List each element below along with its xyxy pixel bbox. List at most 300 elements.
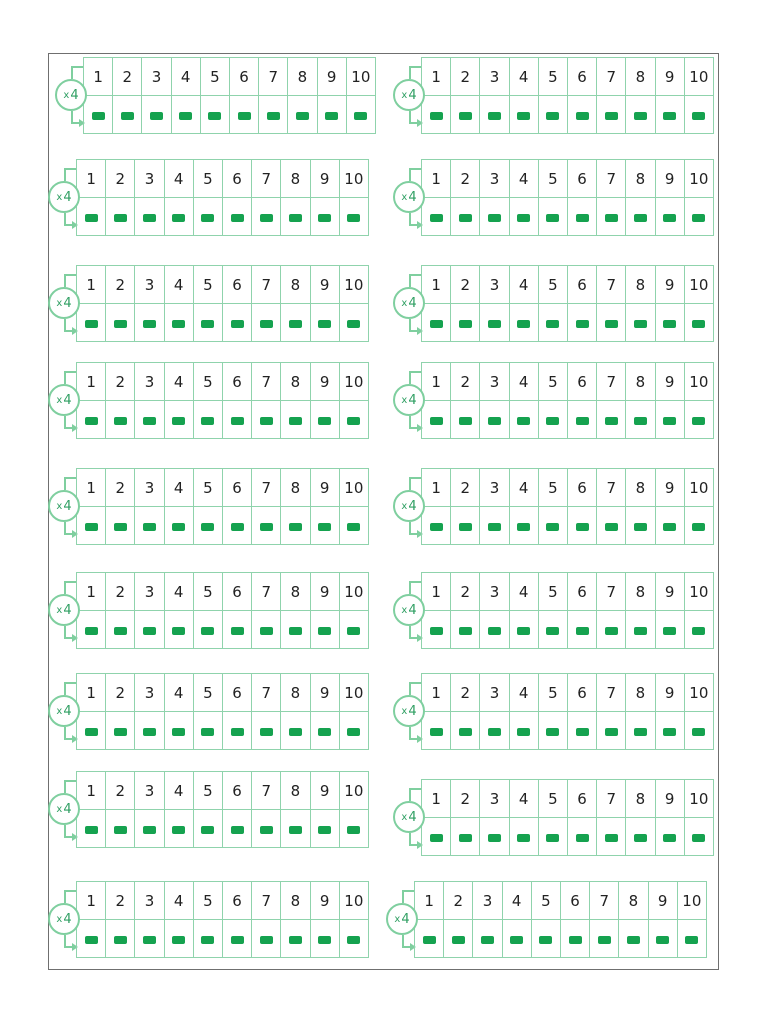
answer-cell[interactable] bbox=[415, 920, 444, 958]
answer-cell[interactable] bbox=[164, 198, 193, 236]
answer-cell[interactable] bbox=[451, 712, 480, 750]
answer-cell[interactable] bbox=[422, 401, 451, 439]
answer-cell[interactable] bbox=[480, 304, 509, 342]
answer-blank[interactable] bbox=[663, 834, 676, 842]
answer-blank[interactable] bbox=[576, 627, 589, 635]
answer-blank[interactable] bbox=[605, 320, 618, 328]
answer-blank[interactable] bbox=[231, 417, 244, 425]
answer-blank[interactable] bbox=[546, 627, 559, 635]
answer-blank[interactable] bbox=[347, 936, 360, 944]
answer-blank[interactable] bbox=[459, 523, 472, 531]
answer-blank[interactable] bbox=[430, 320, 443, 328]
answer-blank[interactable] bbox=[231, 214, 244, 222]
answer-blank[interactable] bbox=[201, 214, 214, 222]
answer-cell[interactable] bbox=[281, 198, 310, 236]
answer-blank[interactable] bbox=[634, 627, 647, 635]
answer-cell[interactable] bbox=[77, 920, 106, 958]
answer-blank[interactable] bbox=[231, 320, 244, 328]
answer-blank[interactable] bbox=[143, 320, 156, 328]
answer-cell[interactable] bbox=[480, 507, 509, 545]
answer-blank[interactable] bbox=[488, 728, 501, 736]
answer-blank[interactable] bbox=[576, 728, 589, 736]
answer-blank[interactable] bbox=[488, 320, 501, 328]
answer-cell[interactable] bbox=[310, 507, 339, 545]
answer-blank[interactable] bbox=[459, 112, 472, 120]
answer-blank[interactable] bbox=[576, 320, 589, 328]
answer-blank[interactable] bbox=[318, 936, 331, 944]
answer-blank[interactable] bbox=[201, 728, 214, 736]
answer-blank[interactable] bbox=[692, 627, 705, 635]
answer-cell[interactable] bbox=[509, 401, 538, 439]
answer-blank[interactable] bbox=[634, 417, 647, 425]
answer-cell[interactable] bbox=[252, 401, 281, 439]
answer-cell[interactable] bbox=[193, 712, 222, 750]
answer-cell[interactable] bbox=[626, 507, 655, 545]
answer-cell[interactable] bbox=[567, 96, 596, 134]
answer-cell[interactable] bbox=[451, 818, 480, 856]
answer-cell[interactable] bbox=[684, 96, 713, 134]
answer-cell[interactable] bbox=[310, 304, 339, 342]
answer-cell[interactable] bbox=[281, 611, 310, 649]
answer-cell[interactable] bbox=[626, 712, 655, 750]
answer-blank[interactable] bbox=[605, 417, 618, 425]
answer-blank[interactable] bbox=[488, 112, 501, 120]
answer-blank[interactable] bbox=[430, 523, 443, 531]
answer-blank[interactable] bbox=[627, 936, 640, 944]
answer-blank[interactable] bbox=[114, 523, 127, 531]
answer-cell[interactable] bbox=[684, 304, 713, 342]
answer-cell[interactable] bbox=[509, 712, 538, 750]
answer-blank[interactable] bbox=[576, 112, 589, 120]
answer-blank[interactable] bbox=[231, 826, 244, 834]
answer-blank[interactable] bbox=[517, 627, 530, 635]
answer-blank[interactable] bbox=[423, 936, 436, 944]
answer-cell[interactable] bbox=[655, 401, 684, 439]
answer-cell[interactable] bbox=[77, 712, 106, 750]
answer-cell[interactable] bbox=[106, 401, 135, 439]
answer-cell[interactable] bbox=[193, 920, 222, 958]
answer-blank[interactable] bbox=[605, 834, 618, 842]
answer-cell[interactable] bbox=[164, 611, 193, 649]
answer-blank[interactable] bbox=[459, 320, 472, 328]
answer-cell[interactable] bbox=[164, 507, 193, 545]
answer-blank[interactable] bbox=[347, 214, 360, 222]
answer-blank[interactable] bbox=[685, 936, 698, 944]
answer-blank[interactable] bbox=[201, 523, 214, 531]
answer-cell[interactable] bbox=[597, 507, 626, 545]
answer-cell[interactable] bbox=[509, 96, 538, 134]
answer-blank[interactable] bbox=[114, 627, 127, 635]
answer-cell[interactable] bbox=[480, 198, 509, 236]
answer-cell[interactable] bbox=[655, 96, 684, 134]
answer-cell[interactable] bbox=[135, 611, 164, 649]
answer-blank[interactable] bbox=[663, 627, 676, 635]
answer-cell[interactable] bbox=[590, 920, 619, 958]
answer-blank[interactable] bbox=[459, 214, 472, 222]
answer-blank[interactable] bbox=[481, 936, 494, 944]
answer-cell[interactable] bbox=[422, 611, 451, 649]
answer-cell[interactable] bbox=[451, 198, 480, 236]
answer-cell[interactable] bbox=[626, 198, 655, 236]
answer-blank[interactable] bbox=[430, 417, 443, 425]
answer-cell[interactable] bbox=[164, 712, 193, 750]
answer-cell[interactable] bbox=[106, 304, 135, 342]
answer-blank[interactable] bbox=[208, 112, 221, 120]
answer-cell[interactable] bbox=[106, 810, 135, 848]
answer-blank[interactable] bbox=[347, 627, 360, 635]
answer-blank[interactable] bbox=[605, 728, 618, 736]
answer-blank[interactable] bbox=[576, 834, 589, 842]
answer-cell[interactable] bbox=[193, 810, 222, 848]
answer-cell[interactable] bbox=[222, 611, 251, 649]
answer-blank[interactable] bbox=[354, 112, 367, 120]
answer-cell[interactable] bbox=[451, 96, 480, 134]
answer-cell[interactable] bbox=[310, 198, 339, 236]
answer-blank[interactable] bbox=[143, 417, 156, 425]
answer-cell[interactable] bbox=[538, 818, 567, 856]
answer-cell[interactable] bbox=[677, 920, 706, 958]
answer-cell[interactable] bbox=[135, 810, 164, 848]
answer-cell[interactable] bbox=[229, 96, 258, 134]
answer-blank[interactable] bbox=[634, 728, 647, 736]
answer-cell[interactable] bbox=[509, 507, 538, 545]
answer-cell[interactable] bbox=[538, 611, 567, 649]
answer-blank[interactable] bbox=[201, 936, 214, 944]
answer-cell[interactable] bbox=[567, 401, 596, 439]
answer-blank[interactable] bbox=[692, 417, 705, 425]
answer-cell[interactable] bbox=[77, 198, 106, 236]
answer-cell[interactable] bbox=[655, 712, 684, 750]
answer-cell[interactable] bbox=[567, 712, 596, 750]
answer-blank[interactable] bbox=[143, 936, 156, 944]
answer-blank[interactable] bbox=[260, 417, 273, 425]
answer-blank[interactable] bbox=[201, 320, 214, 328]
answer-cell[interactable] bbox=[142, 96, 171, 134]
answer-blank[interactable] bbox=[517, 728, 530, 736]
answer-blank[interactable] bbox=[260, 214, 273, 222]
answer-blank[interactable] bbox=[546, 834, 559, 842]
answer-cell[interactable] bbox=[281, 712, 310, 750]
answer-blank[interactable] bbox=[231, 728, 244, 736]
answer-cell[interactable] bbox=[502, 920, 531, 958]
answer-blank[interactable] bbox=[114, 728, 127, 736]
answer-cell[interactable] bbox=[222, 507, 251, 545]
answer-cell[interactable] bbox=[538, 304, 567, 342]
answer-blank[interactable] bbox=[85, 627, 98, 635]
answer-blank[interactable] bbox=[430, 112, 443, 120]
answer-cell[interactable] bbox=[684, 401, 713, 439]
answer-blank[interactable] bbox=[231, 936, 244, 944]
answer-cell[interactable] bbox=[339, 611, 368, 649]
answer-cell[interactable] bbox=[597, 304, 626, 342]
answer-blank[interactable] bbox=[325, 112, 338, 120]
answer-cell[interactable] bbox=[281, 507, 310, 545]
answer-cell[interactable] bbox=[84, 96, 113, 134]
answer-cell[interactable] bbox=[193, 304, 222, 342]
answer-cell[interactable] bbox=[422, 304, 451, 342]
answer-cell[interactable] bbox=[480, 611, 509, 649]
answer-cell[interactable] bbox=[339, 810, 368, 848]
answer-blank[interactable] bbox=[539, 936, 552, 944]
answer-cell[interactable] bbox=[252, 198, 281, 236]
answer-blank[interactable] bbox=[114, 214, 127, 222]
answer-cell[interactable] bbox=[106, 611, 135, 649]
answer-blank[interactable] bbox=[318, 320, 331, 328]
answer-cell[interactable] bbox=[567, 611, 596, 649]
answer-cell[interactable] bbox=[222, 810, 251, 848]
answer-cell[interactable] bbox=[135, 304, 164, 342]
answer-blank[interactable] bbox=[121, 112, 134, 120]
answer-blank[interactable] bbox=[114, 826, 127, 834]
answer-blank[interactable] bbox=[488, 627, 501, 635]
answer-cell[interactable] bbox=[509, 611, 538, 649]
answer-blank[interactable] bbox=[267, 112, 280, 120]
answer-blank[interactable] bbox=[289, 523, 302, 531]
answer-blank[interactable] bbox=[172, 417, 185, 425]
answer-blank[interactable] bbox=[663, 523, 676, 531]
answer-cell[interactable] bbox=[538, 507, 567, 545]
answer-blank[interactable] bbox=[172, 627, 185, 635]
answer-cell[interactable] bbox=[451, 304, 480, 342]
answer-cell[interactable] bbox=[422, 507, 451, 545]
answer-blank[interactable] bbox=[318, 728, 331, 736]
answer-blank[interactable] bbox=[289, 417, 302, 425]
answer-blank[interactable] bbox=[172, 523, 185, 531]
answer-cell[interactable] bbox=[451, 401, 480, 439]
answer-blank[interactable] bbox=[576, 523, 589, 531]
answer-cell[interactable] bbox=[422, 712, 451, 750]
answer-blank[interactable] bbox=[201, 627, 214, 635]
answer-cell[interactable] bbox=[106, 712, 135, 750]
answer-cell[interactable] bbox=[626, 304, 655, 342]
answer-blank[interactable] bbox=[231, 627, 244, 635]
answer-cell[interactable] bbox=[655, 818, 684, 856]
answer-blank[interactable] bbox=[289, 627, 302, 635]
answer-cell[interactable] bbox=[113, 96, 142, 134]
answer-blank[interactable] bbox=[517, 214, 530, 222]
answer-cell[interactable] bbox=[597, 611, 626, 649]
answer-blank[interactable] bbox=[114, 936, 127, 944]
answer-cell[interactable] bbox=[222, 198, 251, 236]
answer-cell[interactable] bbox=[619, 920, 648, 958]
answer-cell[interactable] bbox=[626, 96, 655, 134]
answer-cell[interactable] bbox=[252, 611, 281, 649]
answer-blank[interactable] bbox=[692, 214, 705, 222]
answer-blank[interactable] bbox=[605, 523, 618, 531]
answer-blank[interactable] bbox=[634, 320, 647, 328]
answer-cell[interactable] bbox=[193, 611, 222, 649]
answer-cell[interactable] bbox=[339, 507, 368, 545]
answer-cell[interactable] bbox=[310, 712, 339, 750]
answer-cell[interactable] bbox=[597, 401, 626, 439]
answer-cell[interactable] bbox=[339, 198, 368, 236]
answer-cell[interactable] bbox=[252, 810, 281, 848]
answer-cell[interactable] bbox=[451, 507, 480, 545]
answer-cell[interactable] bbox=[252, 712, 281, 750]
answer-cell[interactable] bbox=[480, 818, 509, 856]
answer-cell[interactable] bbox=[310, 810, 339, 848]
answer-blank[interactable] bbox=[318, 417, 331, 425]
answer-blank[interactable] bbox=[430, 627, 443, 635]
answer-blank[interactable] bbox=[634, 834, 647, 842]
answer-cell[interactable] bbox=[509, 304, 538, 342]
answer-cell[interactable] bbox=[193, 401, 222, 439]
answer-blank[interactable] bbox=[260, 320, 273, 328]
answer-blank[interactable] bbox=[289, 936, 302, 944]
answer-cell[interactable] bbox=[171, 96, 200, 134]
answer-blank[interactable] bbox=[172, 826, 185, 834]
answer-cell[interactable] bbox=[77, 507, 106, 545]
answer-blank[interactable] bbox=[663, 728, 676, 736]
answer-blank[interactable] bbox=[576, 214, 589, 222]
answer-cell[interactable] bbox=[339, 401, 368, 439]
answer-blank[interactable] bbox=[289, 728, 302, 736]
answer-blank[interactable] bbox=[517, 112, 530, 120]
answer-blank[interactable] bbox=[459, 834, 472, 842]
answer-cell[interactable] bbox=[106, 198, 135, 236]
answer-blank[interactable] bbox=[172, 936, 185, 944]
answer-cell[interactable] bbox=[480, 712, 509, 750]
answer-blank[interactable] bbox=[546, 320, 559, 328]
answer-blank[interactable] bbox=[546, 523, 559, 531]
answer-blank[interactable] bbox=[172, 320, 185, 328]
answer-cell[interactable] bbox=[509, 818, 538, 856]
answer-blank[interactable] bbox=[347, 320, 360, 328]
answer-cell[interactable] bbox=[422, 198, 451, 236]
answer-cell[interactable] bbox=[200, 96, 229, 134]
answer-blank[interactable] bbox=[179, 112, 192, 120]
answer-cell[interactable] bbox=[473, 920, 502, 958]
answer-cell[interactable] bbox=[135, 401, 164, 439]
answer-blank[interactable] bbox=[692, 834, 705, 842]
answer-cell[interactable] bbox=[597, 818, 626, 856]
answer-blank[interactable] bbox=[692, 112, 705, 120]
answer-cell[interactable] bbox=[222, 304, 251, 342]
answer-blank[interactable] bbox=[114, 417, 127, 425]
answer-blank[interactable] bbox=[318, 826, 331, 834]
answer-cell[interactable] bbox=[259, 96, 288, 134]
answer-blank[interactable] bbox=[85, 320, 98, 328]
answer-blank[interactable] bbox=[143, 627, 156, 635]
answer-blank[interactable] bbox=[569, 936, 582, 944]
answer-cell[interactable] bbox=[252, 304, 281, 342]
answer-cell[interactable] bbox=[538, 712, 567, 750]
answer-blank[interactable] bbox=[517, 417, 530, 425]
answer-cell[interactable] bbox=[567, 304, 596, 342]
answer-blank[interactable] bbox=[692, 523, 705, 531]
answer-blank[interactable] bbox=[488, 523, 501, 531]
answer-cell[interactable] bbox=[626, 401, 655, 439]
answer-cell[interactable] bbox=[597, 96, 626, 134]
answer-cell[interactable] bbox=[597, 712, 626, 750]
answer-blank[interactable] bbox=[85, 523, 98, 531]
answer-blank[interactable] bbox=[459, 417, 472, 425]
answer-blank[interactable] bbox=[430, 214, 443, 222]
answer-cell[interactable] bbox=[538, 401, 567, 439]
answer-blank[interactable] bbox=[634, 523, 647, 531]
answer-blank[interactable] bbox=[347, 417, 360, 425]
answer-blank[interactable] bbox=[663, 320, 676, 328]
answer-blank[interactable] bbox=[172, 728, 185, 736]
answer-cell[interactable] bbox=[77, 304, 106, 342]
answer-blank[interactable] bbox=[517, 320, 530, 328]
answer-blank[interactable] bbox=[488, 834, 501, 842]
answer-cell[interactable] bbox=[252, 920, 281, 958]
answer-cell[interactable] bbox=[135, 712, 164, 750]
answer-blank[interactable] bbox=[289, 214, 302, 222]
answer-blank[interactable] bbox=[546, 728, 559, 736]
answer-cell[interactable] bbox=[655, 507, 684, 545]
answer-cell[interactable] bbox=[538, 198, 567, 236]
answer-blank[interactable] bbox=[318, 523, 331, 531]
answer-cell[interactable] bbox=[655, 304, 684, 342]
answer-cell[interactable] bbox=[193, 198, 222, 236]
answer-blank[interactable] bbox=[546, 214, 559, 222]
answer-cell[interactable] bbox=[310, 611, 339, 649]
answer-blank[interactable] bbox=[318, 214, 331, 222]
answer-blank[interactable] bbox=[459, 627, 472, 635]
answer-cell[interactable] bbox=[135, 198, 164, 236]
answer-blank[interactable] bbox=[260, 728, 273, 736]
answer-cell[interactable] bbox=[164, 401, 193, 439]
answer-blank[interactable] bbox=[605, 214, 618, 222]
answer-blank[interactable] bbox=[605, 627, 618, 635]
answer-cell[interactable] bbox=[626, 611, 655, 649]
answer-blank[interactable] bbox=[92, 112, 105, 120]
answer-cell[interactable] bbox=[451, 611, 480, 649]
answer-blank[interactable] bbox=[85, 214, 98, 222]
answer-blank[interactable] bbox=[430, 728, 443, 736]
answer-blank[interactable] bbox=[663, 112, 676, 120]
answer-blank[interactable] bbox=[488, 417, 501, 425]
answer-blank[interactable] bbox=[318, 627, 331, 635]
answer-cell[interactable] bbox=[560, 920, 589, 958]
answer-blank[interactable] bbox=[150, 112, 163, 120]
answer-cell[interactable] bbox=[106, 920, 135, 958]
answer-blank[interactable] bbox=[296, 112, 309, 120]
answer-cell[interactable] bbox=[193, 507, 222, 545]
answer-cell[interactable] bbox=[164, 810, 193, 848]
answer-cell[interactable] bbox=[164, 304, 193, 342]
answer-blank[interactable] bbox=[656, 936, 669, 944]
answer-blank[interactable] bbox=[692, 320, 705, 328]
answer-blank[interactable] bbox=[598, 936, 611, 944]
answer-blank[interactable] bbox=[546, 417, 559, 425]
answer-cell[interactable] bbox=[648, 920, 677, 958]
answer-cell[interactable] bbox=[538, 96, 567, 134]
answer-blank[interactable] bbox=[488, 214, 501, 222]
answer-blank[interactable] bbox=[347, 728, 360, 736]
answer-cell[interactable] bbox=[346, 96, 375, 134]
answer-blank[interactable] bbox=[663, 417, 676, 425]
answer-blank[interactable] bbox=[517, 834, 530, 842]
answer-blank[interactable] bbox=[260, 826, 273, 834]
answer-blank[interactable] bbox=[143, 826, 156, 834]
answer-cell[interactable] bbox=[288, 96, 317, 134]
answer-blank[interactable] bbox=[576, 417, 589, 425]
answer-cell[interactable] bbox=[281, 401, 310, 439]
answer-cell[interactable] bbox=[135, 920, 164, 958]
answer-blank[interactable] bbox=[663, 214, 676, 222]
answer-blank[interactable] bbox=[459, 728, 472, 736]
answer-blank[interactable] bbox=[143, 523, 156, 531]
answer-cell[interactable] bbox=[106, 507, 135, 545]
answer-cell[interactable] bbox=[317, 96, 346, 134]
answer-cell[interactable] bbox=[480, 96, 509, 134]
answer-cell[interactable] bbox=[339, 304, 368, 342]
answer-cell[interactable] bbox=[531, 920, 560, 958]
answer-cell[interactable] bbox=[684, 818, 713, 856]
